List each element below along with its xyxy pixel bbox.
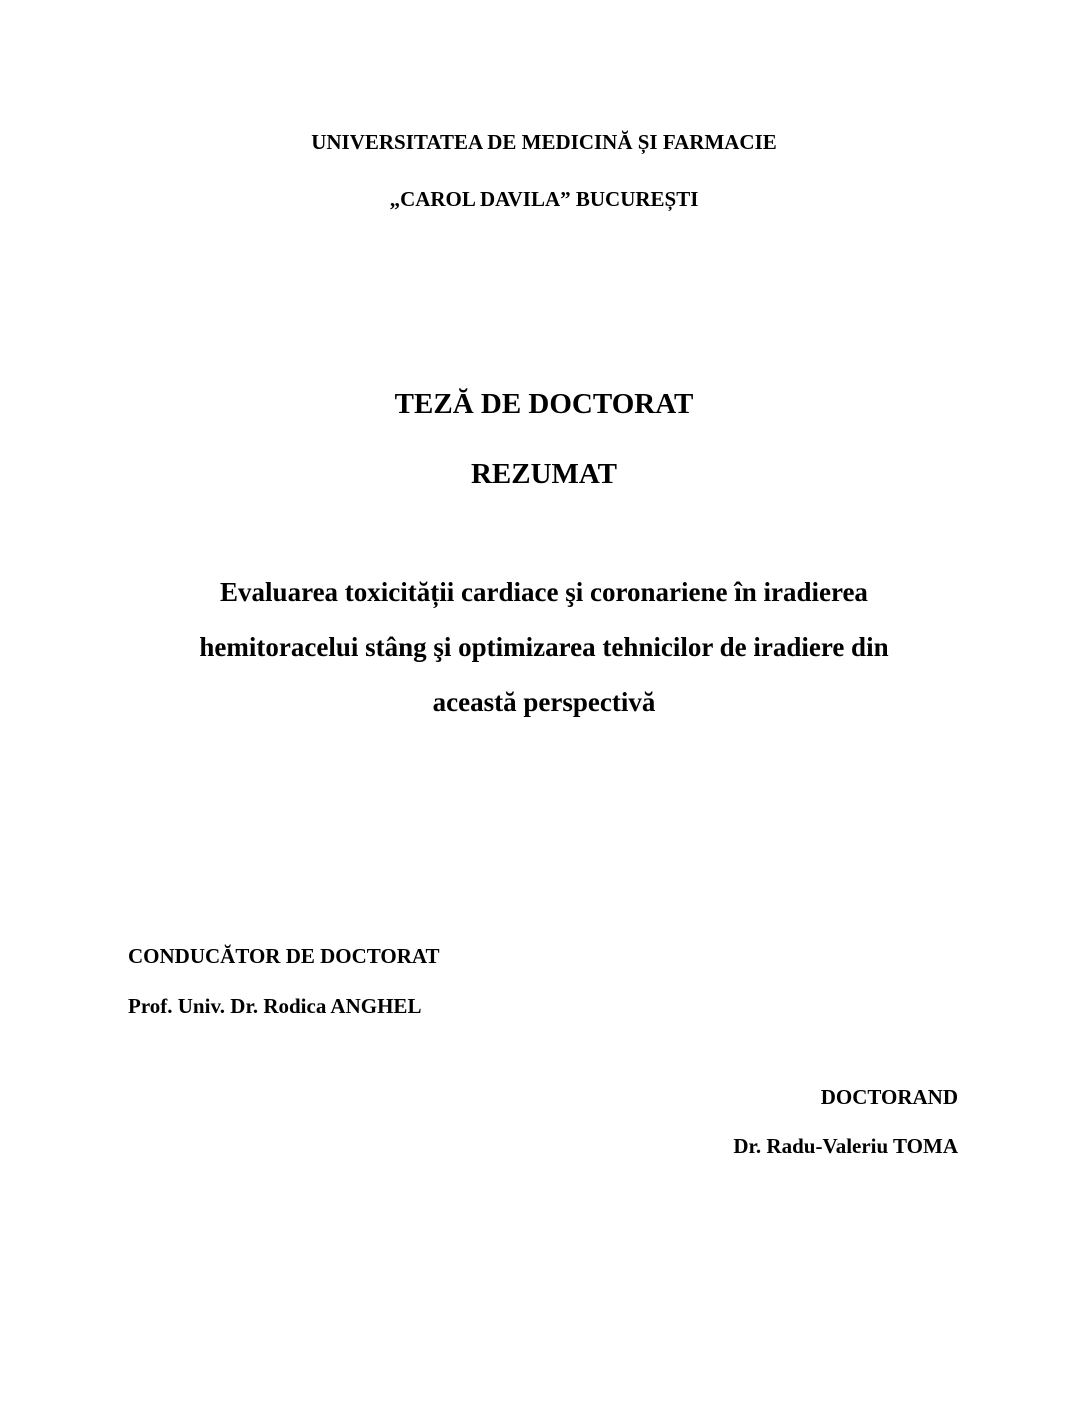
summary-heading: REZUMAT: [470, 458, 618, 490]
candidate-label: DOCTORAND: [820, 1085, 958, 1109]
thesis-title-line: Evaluarea toxicității cardiace şi coronariene în iradierea: [220, 577, 868, 607]
supervisor-name: Prof. Univ. Dr. Rodica ANGHEL: [128, 994, 422, 1018]
thesis-title-line: hemitoracelui stâng şi optimizarea tehnicilor de iradiere din: [199, 632, 889, 662]
supervisor-label: CONDUCĂTOR DE DOCTORAT: [128, 944, 440, 968]
university-city: „CAROL DAVILA” BUCUREȘTI: [389, 187, 699, 211]
university-name: UNIVERSITATEA DE MEDICINĂ ȘI FARMACIE: [311, 130, 777, 154]
thesis-title-line: această perspectivă: [432, 687, 656, 717]
thesis-type-heading: TEZĂ DE DOCTORAT: [394, 388, 694, 420]
candidate-name: Dr. Radu-Valeriu TOMA: [733, 1134, 958, 1158]
